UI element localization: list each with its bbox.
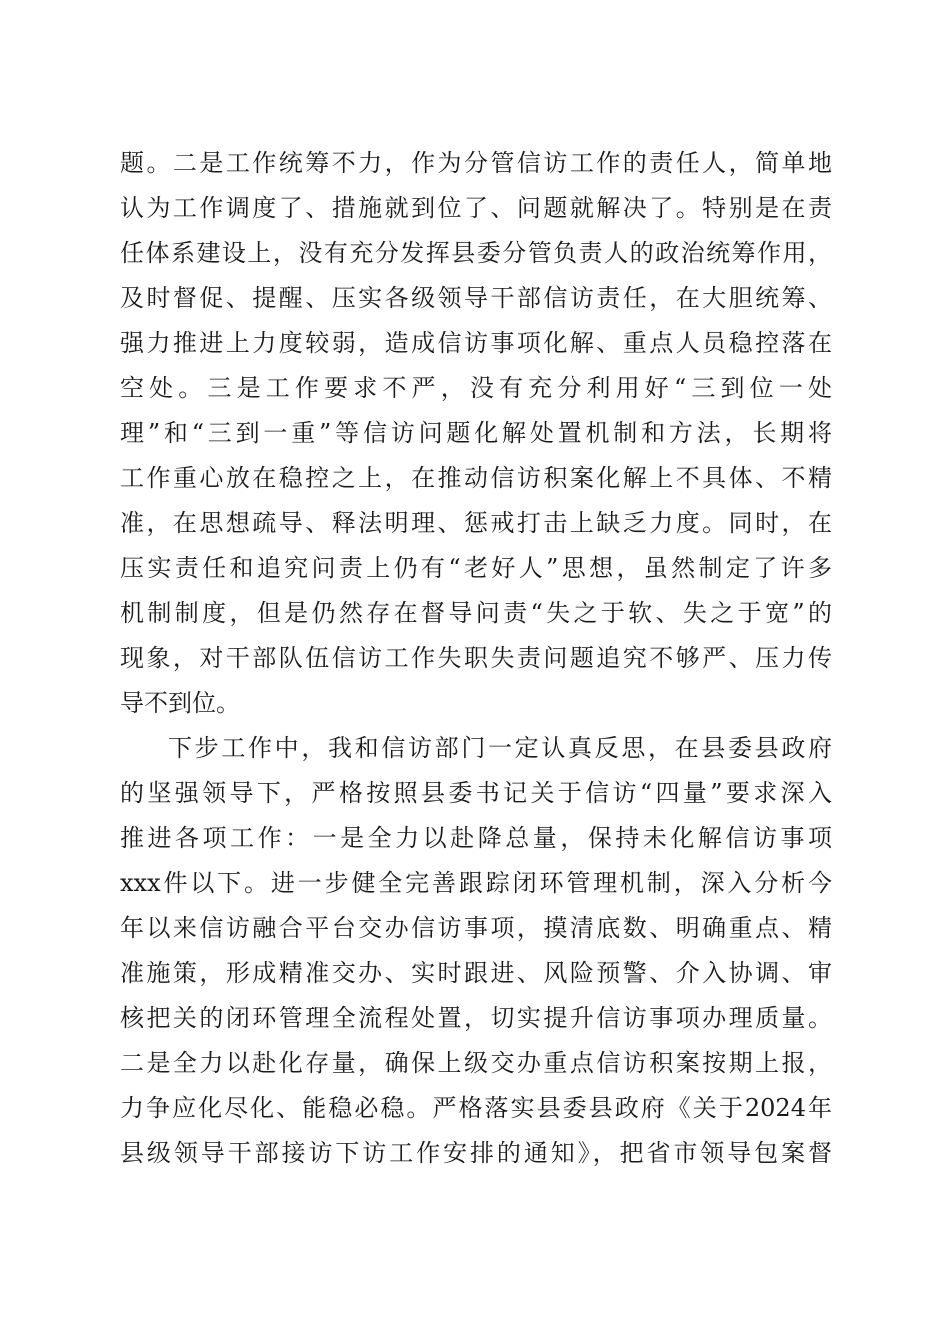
paragraph-line: 机制制度，但是仍然存在督导问责“失之于软、失之于宽”的 <box>120 599 832 627</box>
paragraph-line: 推进各项工作：一是全力以赴降总量，保持未化解信访事项 <box>120 824 832 852</box>
paragraph-line: 任体系建设上，没有充分发挥县委分管负责人的政治统筹作用， <box>120 239 832 267</box>
paragraph-line: 压实责任和追究问责上仍有“老好人”思想，虽然制定了许多 <box>120 554 832 582</box>
paragraph-line: 年以来信访融合平台交办信访事项，摸清底数、明确重点、精 <box>120 914 832 942</box>
paragraph-line: 力争应化尽化、能稳必稳。严格落实县委县政府《关于2024年 <box>120 1094 832 1122</box>
paragraph-line: 下步工作中，我和信访部门一定认真反思，在县委县政府 <box>168 734 832 762</box>
paragraph-line: 导不到位。 <box>120 689 240 717</box>
paragraph-line: 认为工作调度了、措施就到位了、问题就解决了。特别是在责 <box>120 194 832 222</box>
paragraph-line: 县级领导干部接访下访工作安排的通知》，把省市领导包案督 <box>120 1139 832 1167</box>
paragraph-line: 强力推进上力度较弱，造成信访事项化解、重点人员稳控落在 <box>120 329 832 357</box>
paragraph-line: 理”和“三到一重”等信访问题化解处置机制和方法，长期将 <box>120 419 832 447</box>
paragraph-line: 二是全力以赴化存量，确保上级交办重点信访积案按期上报， <box>120 1049 832 1077</box>
paragraph-line: 准，在思想疏导、释法明理、惩戒打击上缺乏力度。同时，在 <box>120 509 832 537</box>
paragraph-line: 的坚强领导下，严格按照县委书记关于信访“四量”要求深入 <box>120 779 832 807</box>
paragraph-line: xxx件以下。进一步健全完善跟踪闭环管理机制，深入分析今 <box>120 869 832 897</box>
paragraph-line: 题。二是工作统筹不力，作为分管信访工作的责任人，简单地 <box>120 149 832 177</box>
paragraph-line: 核把关的闭环管理全流程处置，切实提升信访事项办理质量。 <box>120 1004 832 1032</box>
paragraph-line: 空处。三是工作要求不严，没有充分利用好“三到位一处 <box>120 374 832 402</box>
paragraph-line: 现象，对干部队伍信访工作失职失责问题追究不够严、压力传 <box>120 644 832 672</box>
paragraph-line: 工作重心放在稳控之上，在推动信访积案化解上不具体、不精 <box>120 464 832 492</box>
paragraph-line: 准施策，形成精准交办、实时跟进、风险预警、介入协调、审 <box>120 959 832 987</box>
paragraph-line: 及时督促、提醒、压实各级领导干部信访责任，在大胆统筹、 <box>120 284 832 312</box>
